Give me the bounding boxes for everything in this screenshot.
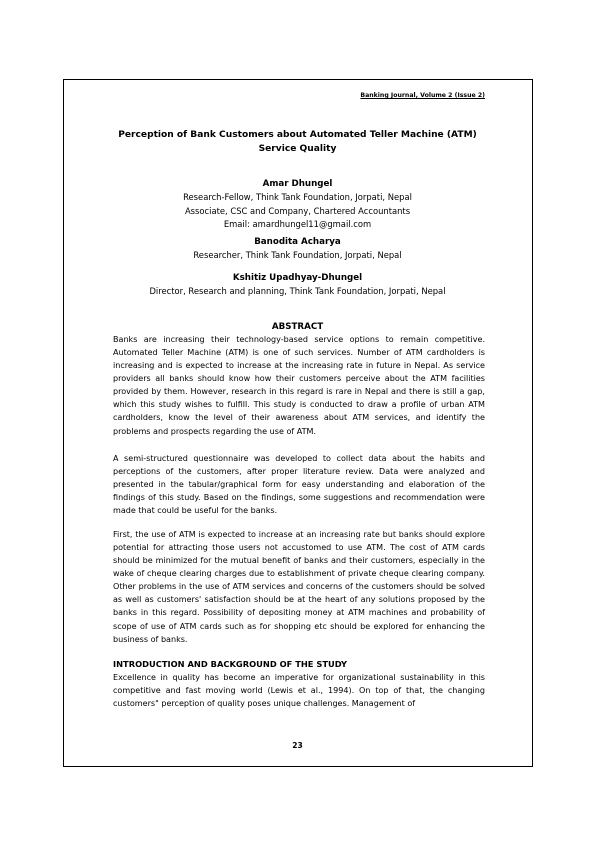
title-line-1: Perception of Bank Customers about Automated Teller Machine (ATM): [118, 130, 477, 140]
abstract-paragraph-2: A semi-structured questionnaire was developed to collect data about the habits and perceptions of the customers, after proper literature review. Data were analyzed and presented in the tabular/graphical form for easy understanding and elaboration of the findings of this study. Based on the findings, some suggestions and recommendation were made that could be useful for the banks.: [113, 454, 485, 516]
abstract-paragraph-1: Banks are increasing their technology-based service options to remain competitive. Automated Teller Machine (ATM) is one of such services. Number of ATM cardholders is increasing and is expected to increase at the increasing rate in future in Nepal. As service providers all banks should know how their customers perceive about the ATM facilities provided by them. However, research in this regard is rare in Nepal and there is still a gap, which this study wishes to fulfill. This study is conducted to draw a profile of urban ATM cardholders, know the level of their awareness about ATM services, and identify the problems and prospects regarding the use of ATM.: [113, 335, 485, 436]
author-email: Email: amardhungel11@gmail.com: [223, 219, 372, 230]
author-name: Amar Dhungel: [262, 179, 333, 189]
author-name: Banodita Acharya: [254, 237, 341, 247]
author-affiliation: Researcher, Think Tank Foundation, Jorpati, Nepal: [193, 250, 402, 261]
page-number: 23: [292, 741, 303, 750]
intro-paragraph: Excellence in quality has become an imperative for organizational sustainability in this competitive and fast moving world (Lewis et al., 1994). On top of that, the changing customers" perception of quality poses unique challenges. Management of: [113, 673, 485, 709]
abstract-paragraph-3: First, the use of ATM is expected to increase at an increasing rate but banks should explore potential for attracting those users not accustomed to use ATM. The cost of ATM cards should be minimized for the mutual benefit of banks and their customers, especially in the wake of cheque clearing charges due to establishment of private cheque clearing company. Other problems in the use of ATM services and concerns of the customers should be solved as well as customers' satisfaction should be at the heart of any solutions proposed by the banks in this regard. Possibility of depositing money at ATM machines and probability of scope of use of ATM cards such as for shopping etc should be explored for enhancing the business of banks.: [113, 530, 485, 644]
title-line-2: Service Quality: [258, 144, 337, 154]
abstract-heading: ABSTRACT: [271, 322, 324, 332]
author-2: [96, 236, 499, 263]
section-heading: INTRODUCTION AND BACKGROUND OF THE STUDY: [113, 659, 348, 669]
author-affiliation: Director, Research and planning, Think Tank Foundation, Jorpati, Nepal: [149, 286, 446, 297]
author-affiliation: Associate, CSC and Company, Chartered Accountants: [184, 205, 411, 216]
author-3: [96, 272, 499, 299]
author-1: [96, 178, 499, 232]
paper-title: [110, 128, 485, 156]
journal-header: Banking Journal, Volume 2 (Issue 2): [360, 92, 485, 99]
author-name: Kshitiz Upadhyay-Dhungel: [232, 273, 363, 283]
author-affiliation: Research-Fellow, Think Tank Foundation, Jorpati, Nepal: [183, 192, 412, 203]
